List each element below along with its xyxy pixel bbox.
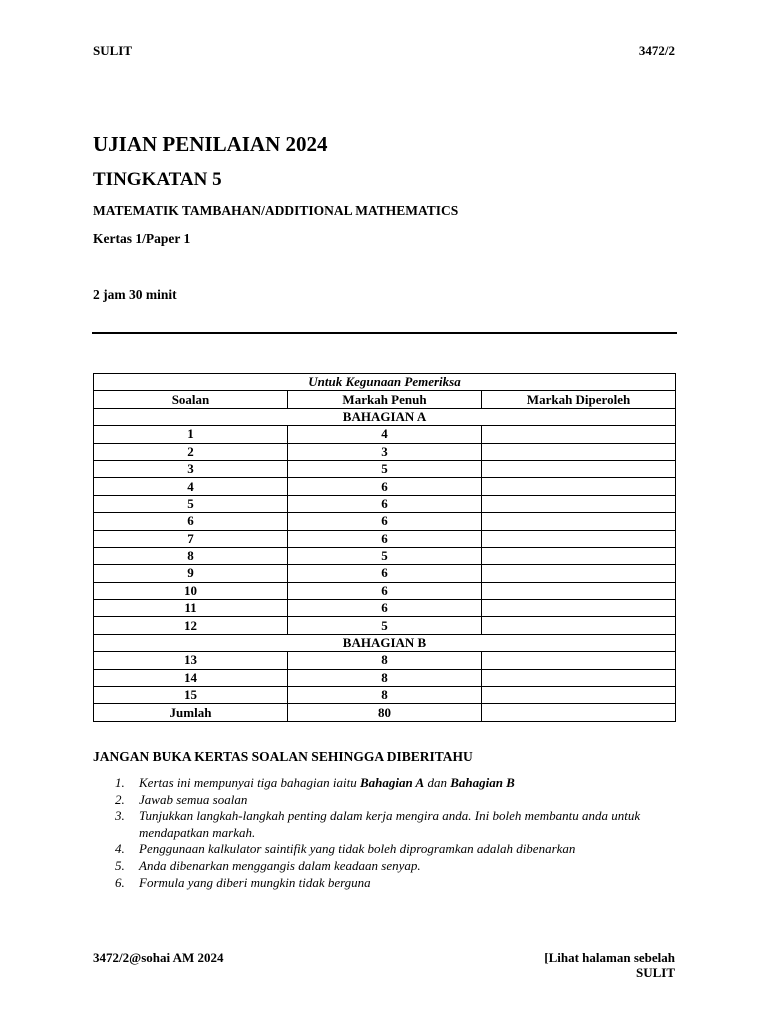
instructions-list xyxy=(113,775,673,891)
section-a-label: BAHAGIAN A xyxy=(94,408,676,425)
exam-paper: Kertas 1/Paper 1 xyxy=(93,231,191,246)
footer-next-page: [Lihat halaman sebelah xyxy=(544,950,675,965)
marks-obtained-cell xyxy=(482,530,676,547)
instruction-number: 1. xyxy=(115,775,125,790)
question-number: 12 xyxy=(94,617,288,634)
table-header-row xyxy=(94,391,676,408)
table-row xyxy=(94,687,676,704)
total-value: 80 xyxy=(288,704,482,721)
total-obtained-cell xyxy=(482,704,676,721)
instruction-text: Tunjukkan langkah-langkah penting dalam kerja mengira anda. Ini boleh membantu anda untuk mendapatkan markah. xyxy=(139,808,641,840)
exam-duration: 2 jam 30 minit xyxy=(93,287,177,302)
table-caption-row xyxy=(94,374,676,391)
full-marks: 4 xyxy=(288,426,482,443)
full-marks: 3 xyxy=(288,443,482,460)
full-marks: 6 xyxy=(288,582,482,599)
instruction-number: 4. xyxy=(115,841,125,857)
instruction-text: Kertas ini mempunyai tiga bahagian iaitu xyxy=(139,775,360,790)
full-marks: 6 xyxy=(288,495,482,512)
footer-paper-code: 3472/2@sohai AM 2024 xyxy=(93,950,224,965)
question-number: 1 xyxy=(94,426,288,443)
question-number: 11 xyxy=(94,600,288,617)
question-number: 7 xyxy=(94,530,288,547)
instruction-item xyxy=(113,858,673,875)
table-row xyxy=(94,582,676,599)
header-full-marks: Markah Penuh xyxy=(288,391,482,408)
full-marks: 5 xyxy=(288,617,482,634)
question-number: 4 xyxy=(94,478,288,495)
instruction-text: Anda dibenarkan menggangis dalam keadaan senyap. xyxy=(139,857,421,873)
instruction-text: Jawab semua soalan xyxy=(139,791,248,807)
header-marks-obtained: Markah Diperoleh xyxy=(482,391,676,408)
question-number: 13 xyxy=(94,652,288,669)
marks-obtained-cell xyxy=(482,669,676,686)
question-number: 6 xyxy=(94,513,288,530)
instruction-emphasis: Bahagian B xyxy=(450,775,515,790)
table-row xyxy=(94,495,676,512)
instruction-item xyxy=(113,792,673,809)
question-number: 2 xyxy=(94,443,288,460)
question-number: 14 xyxy=(94,669,288,686)
exam-form-level: TINGKATAN 5 xyxy=(93,169,222,190)
full-marks: 8 xyxy=(288,652,482,669)
full-marks: 8 xyxy=(288,669,482,686)
section-b-label-row xyxy=(94,634,676,651)
marks-obtained-cell xyxy=(482,565,676,582)
instruction-number: 6. xyxy=(115,874,125,890)
marks-obtained-cell xyxy=(482,687,676,704)
marks-obtained-cell xyxy=(482,582,676,599)
table-row xyxy=(94,513,676,530)
table-row xyxy=(94,530,676,547)
full-marks: 6 xyxy=(288,565,482,582)
full-marks: 5 xyxy=(288,547,482,564)
full-marks: 5 xyxy=(288,460,482,477)
marks-obtained-cell xyxy=(482,460,676,477)
marks-obtained-cell xyxy=(482,443,676,460)
full-marks: 6 xyxy=(288,600,482,617)
table-row xyxy=(94,460,676,477)
question-number: 3 xyxy=(94,460,288,477)
table-row xyxy=(94,600,676,617)
marks-obtained-cell xyxy=(482,426,676,443)
exam-subject: MATEMATIK TAMBAHAN/ADDITIONAL MATHEMATICS xyxy=(93,203,459,218)
instruction-item xyxy=(113,875,673,892)
marks-obtained-cell xyxy=(482,600,676,617)
full-marks: 8 xyxy=(288,687,482,704)
total-row xyxy=(94,704,676,721)
instruction-item xyxy=(113,775,673,792)
footer-classification: SULIT xyxy=(635,965,675,980)
table-row xyxy=(94,617,676,634)
table-row xyxy=(94,478,676,495)
examiner-marks-table xyxy=(93,373,676,722)
instruction-text: dan xyxy=(424,775,451,790)
question-number: 15 xyxy=(94,687,288,704)
instruction-text: Penggunaan kalkulator saintifik yang tidak boleh diprogramkan adalah dibenarkan xyxy=(139,841,576,857)
table-row xyxy=(94,669,676,686)
section-b-label: BAHAGIAN B xyxy=(94,634,676,651)
instructions-heading: JANGAN BUKA KERTAS SOALAN SEHINGGA DIBERITAHU xyxy=(93,749,473,764)
marks-obtained-cell xyxy=(482,652,676,669)
marks-obtained-cell xyxy=(482,617,676,634)
total-label: Jumlah xyxy=(94,704,288,721)
instruction-text: Formula yang diberi mungkin tidak berguna xyxy=(139,874,371,890)
marks-obtained-cell xyxy=(482,478,676,495)
table-caption: Untuk Kegunaan Pemeriksa xyxy=(94,374,676,391)
horizontal-rule xyxy=(92,332,677,334)
marks-obtained-cell xyxy=(482,513,676,530)
instruction-item xyxy=(113,808,673,841)
full-marks: 6 xyxy=(288,478,482,495)
full-marks: 6 xyxy=(288,530,482,547)
instruction-number: 5. xyxy=(115,857,125,873)
section-a-label-row xyxy=(94,408,676,425)
table-row xyxy=(94,565,676,582)
question-number: 10 xyxy=(94,582,288,599)
full-marks: 6 xyxy=(288,513,482,530)
question-number: 5 xyxy=(94,495,288,512)
table-row xyxy=(94,547,676,564)
marks-obtained-cell xyxy=(482,495,676,512)
question-number: 8 xyxy=(94,547,288,564)
instruction-number: 3. xyxy=(115,808,125,824)
header-paper-code: 3472/2 xyxy=(638,43,675,58)
table-row xyxy=(94,652,676,669)
header-question: Soalan xyxy=(94,391,288,408)
marks-obtained-cell xyxy=(482,547,676,564)
question-number: 9 xyxy=(94,565,288,582)
header-classification: SULIT xyxy=(93,43,133,58)
instruction-emphasis: Bahagian A xyxy=(360,775,425,790)
instruction-number: 2. xyxy=(115,791,125,807)
table-row xyxy=(94,443,676,460)
table-row xyxy=(94,426,676,443)
instruction-item xyxy=(113,841,673,858)
exam-title: UJIAN PENILAIAN 2024 xyxy=(93,132,328,156)
